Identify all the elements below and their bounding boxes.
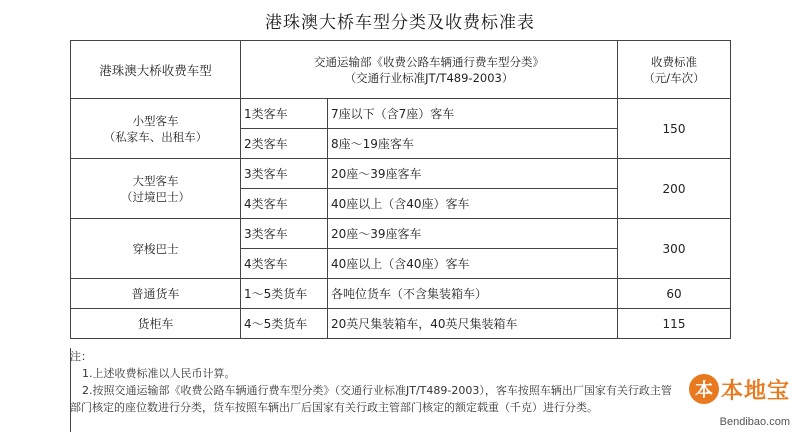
class-desc-cell: 8座～19座客车	[328, 129, 618, 159]
vehicle-type-cell	[71, 99, 241, 159]
vehicle-type-name: 穿梭巴士	[132, 241, 179, 256]
class-desc-cell: 20英尺集装箱车，40英尺集装箱车	[328, 309, 618, 339]
watermark-logo	[689, 372, 790, 406]
header-fee-line2: （元/车次）	[643, 70, 705, 85]
header-classification	[241, 41, 618, 99]
header-classification-line2: （交通行业标准JT/T489-2003）	[344, 70, 514, 85]
fee-table	[70, 40, 731, 339]
notes-section	[70, 348, 770, 416]
vehicle-type-note: （过境巴士）	[121, 189, 190, 204]
vehicle-type-cell	[71, 219, 241, 279]
watermark-brand-text: 本地宝	[720, 378, 790, 404]
fee-cell: 150	[618, 99, 731, 159]
class-cell: 4类客车	[241, 249, 328, 279]
vehicle-type-cell: 货柜车	[71, 309, 241, 339]
fee-cell: 200	[618, 159, 731, 219]
class-desc-cell: 40座以上（含40座）客车	[328, 249, 618, 279]
fee-cell: 60	[618, 279, 731, 309]
watermark-logo-icon: 本	[689, 374, 719, 404]
header-classification-line1: 交通运输部《收费公路车辆通行费车型分类》	[314, 54, 544, 69]
header-fee	[618, 41, 731, 99]
note-1: 1.上述收费标准以人民币计算。	[82, 367, 236, 380]
class-desc-cell: 7座以下（含7座）客车	[328, 99, 618, 129]
vehicle-type-cell	[71, 159, 241, 219]
table-row	[71, 279, 731, 309]
fee-cell: 300	[618, 219, 731, 279]
class-desc-cell: 20座～39座客车	[328, 159, 618, 189]
notes-label: 注：	[70, 350, 92, 363]
document-title: 港珠澳大桥车型分类及收费标准表	[265, 13, 535, 33]
table-row	[71, 159, 731, 189]
class-cell: 3类客车	[241, 219, 328, 249]
watermark-url: Bendibao.com	[719, 416, 790, 428]
vehicle-type-name: 大型客车	[132, 173, 179, 188]
table-row	[71, 219, 731, 249]
class-cell: 4～5类货车	[241, 309, 328, 339]
class-desc-cell: 20座～39座客车	[328, 219, 618, 249]
table-header-row	[71, 41, 731, 99]
vehicle-type-name: 小型客车	[132, 113, 179, 128]
table-row	[71, 309, 731, 339]
table-row	[71, 99, 731, 129]
note-2: 2.按照交通运输部《收费公路车辆通行费车型分类》（交通行业标准JT/T489-2003），客车按照车辆出厂国家有关行政主管	[82, 384, 672, 397]
class-cell: 4类客车	[241, 189, 328, 219]
fee-cell: 115	[618, 309, 731, 339]
class-cell: 1类客车	[241, 99, 328, 129]
note-2-continued: 部门核定的座位数进行分类，货车按照车辆出厂后国家有关行政主管部门核定的额定载重（千克）进行分类。	[70, 401, 598, 414]
bendibao-watermark	[674, 372, 794, 428]
class-cell: 2类客车	[241, 129, 328, 159]
vehicle-type-cell: 普通货车	[71, 279, 241, 309]
header-fee-line1: 收费标准	[651, 54, 697, 69]
class-cell: 3类客车	[241, 159, 328, 189]
header-vehicle-type: 港珠澳大桥收费车型	[71, 41, 241, 99]
class-cell: 1～5类货车	[241, 279, 328, 309]
vehicle-type-note: （私家车、出租车）	[103, 129, 208, 144]
class-desc-cell: 40座以上（含40座）客车	[328, 189, 618, 219]
class-desc-cell: 各吨位货车（不含集装箱车）	[328, 279, 618, 309]
